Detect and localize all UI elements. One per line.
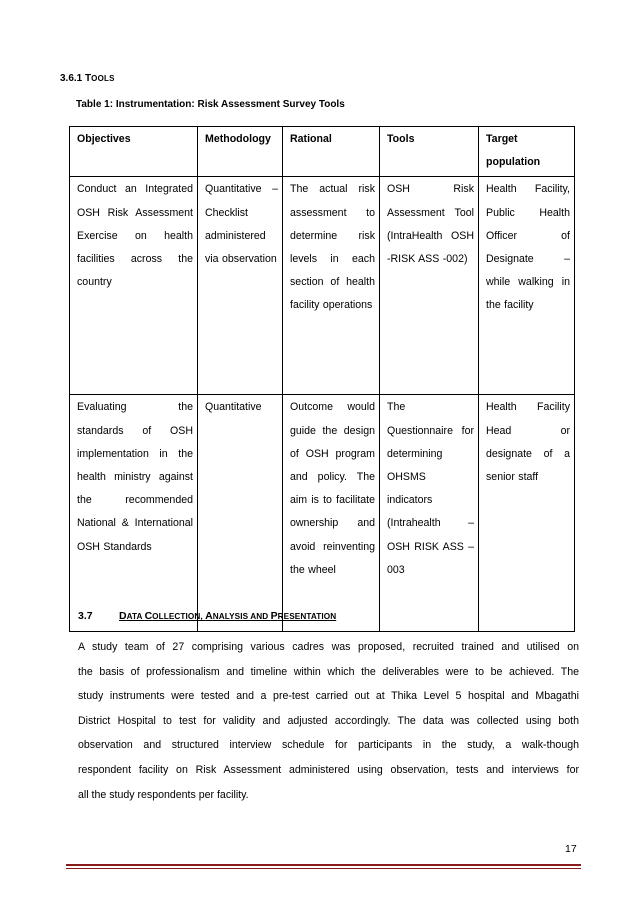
subsection-number: 3.7: [78, 610, 93, 622]
subsection-heading: [78, 610, 336, 622]
table-row: [70, 395, 575, 632]
paragraph-line: respondent facility on Risk Assessment administered using observation, tests and interviews for: [78, 763, 579, 776]
paragraph-line: the basis of professionalism and timeline within which the deliverables were to be achieved. The: [78, 665, 579, 678]
paragraph-line: all the study respondents per facility.: [78, 788, 249, 801]
cell-target: Health Facility Head or designate of a senior staff: [479, 395, 575, 632]
header-rational: Rational: [283, 127, 380, 177]
paragraph-line: District Hospital to test for validity and adjusted accordingly. The data was collected using both: [78, 714, 579, 727]
cell-rational: The actual risk assessment to determine risk levels in each section of health facility operations: [283, 177, 380, 395]
section-number: 3.6.1: [60, 73, 83, 84]
cell-methodology: Quantitative – Checklist administered via observation: [198, 177, 283, 395]
table-row: [70, 177, 575, 395]
subsection-title: DATA COLLECTION, ANALYSIS AND PRESENTATION: [119, 610, 337, 622]
body-paragraph: [78, 635, 579, 807]
cell-objectives: Evaluating the standards of OSH implementation in the health ministry against the recommended National & International OSH Standards: [70, 395, 198, 632]
table-header-row: [70, 127, 575, 177]
paragraph-line: observation and structured interview schedule for participants in the study, a walk-though: [78, 739, 579, 752]
cell-methodology: Quantitative: [198, 395, 283, 632]
paragraph-line: study instruments were tested and a pre-test carried out at Thika Level 5 hospital and Mbagathi: [78, 690, 579, 703]
section-heading-tools: [60, 73, 115, 84]
header-objectives: Objectives: [70, 127, 198, 177]
paragraph-line: A study team of 27 comprising various cadres was proposed, recruited trained and utilised on: [78, 641, 579, 653]
cell-rational: Outcome would guide the design of OSH program and policy. The aim is to facilitate ownership and avoid reinventing the wheel: [283, 395, 380, 632]
cell-tools: The Questionnaire for determining OHSMS indicators (Intrahealth – OSH RISK ASS – 003: [380, 395, 479, 632]
section-title: TOOLS: [85, 73, 115, 84]
page-number: 17: [565, 843, 577, 855]
table-caption: Table 1: Instrumentation: Risk Assessment Survey Tools: [76, 99, 345, 110]
header-methodology: Methodology: [198, 127, 283, 177]
cell-target: Health Facility, Public Health Officer of Designate – while walking in the facility: [479, 177, 575, 395]
header-tools: Tools: [380, 127, 479, 177]
header-target-population: Target population: [479, 127, 575, 177]
cell-objectives: Conduct an Integrated OSH Risk Assessment Exercise on health facilities across the country: [70, 177, 198, 395]
footer-rule-thin: [66, 868, 581, 869]
footer-rule: [66, 864, 581, 866]
instrumentation-table: [69, 126, 575, 632]
cell-tools: OSH Risk Assessment Tool (IntraHealth OSH -RISK ASS -002): [380, 177, 479, 395]
